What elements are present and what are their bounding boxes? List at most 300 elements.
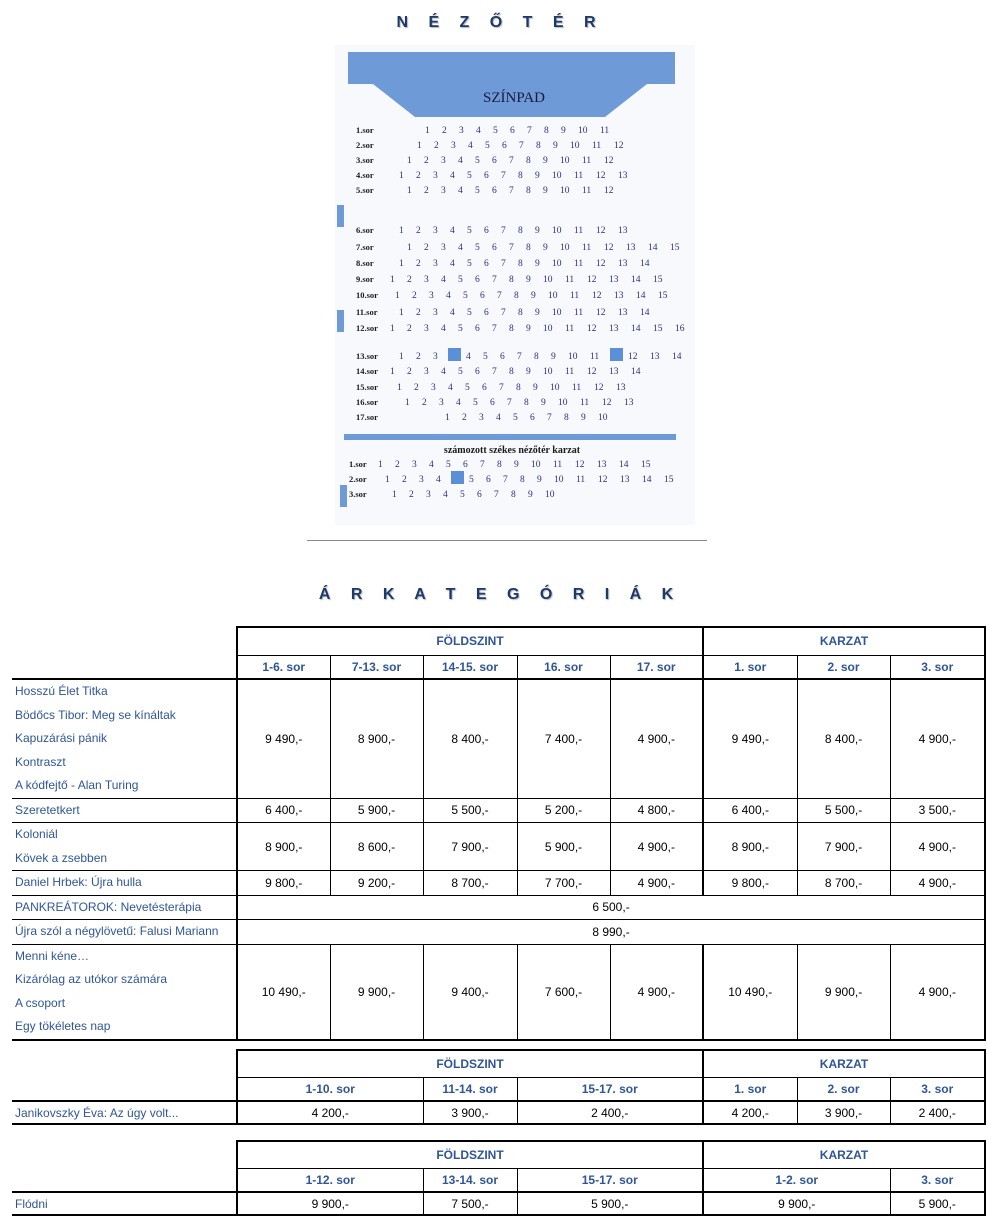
seat-number: 10 <box>548 291 558 301</box>
seat-number: 11 <box>590 352 600 362</box>
seat-number: 14 <box>636 291 646 301</box>
col-header: 1. sor <box>703 655 797 679</box>
row-label: 3.sor <box>356 155 374 165</box>
price-cell: 9 900,- <box>330 944 423 1040</box>
seat-number: 8 <box>509 275 514 285</box>
seat-number: 11 <box>574 259 584 269</box>
seat-number: 1 <box>407 186 412 196</box>
seat-number: 11 <box>565 367 575 377</box>
row-label: 5.sor <box>356 185 374 195</box>
seat-number: 3 <box>433 352 438 362</box>
seat-number: 8 <box>518 226 523 236</box>
col-header: 1-12. sor <box>237 1168 423 1192</box>
side-marker <box>340 485 347 507</box>
seat-number: 4 <box>441 275 446 285</box>
seat-number: 4 <box>450 308 455 318</box>
seat-number: 2 <box>407 275 412 285</box>
balcony-band <box>344 434 676 440</box>
seat-number: 5 <box>467 226 472 236</box>
seat-number: 2 <box>395 460 400 470</box>
seat-number: 9 <box>531 291 536 301</box>
seat-block <box>610 348 623 361</box>
seat-number: 1 <box>399 308 404 318</box>
price-cell: 8 400,- <box>797 679 890 798</box>
seat-number: 3 <box>451 141 456 151</box>
seat-number: 8 <box>520 475 525 485</box>
seat-number: 7 <box>509 243 514 253</box>
seat-number: 6 <box>484 259 489 269</box>
seat-number: 7 <box>507 398 512 408</box>
seat-number: 10 <box>552 308 562 318</box>
seat-number: 15 <box>653 275 663 285</box>
seat-number: 6 <box>486 475 491 485</box>
seat-number: 2 <box>402 475 407 485</box>
show-title: Janikovszky Éva: Az úgy volt... <box>12 1101 237 1124</box>
seat-number: 2 <box>414 383 419 393</box>
seat-number: 13 <box>609 275 619 285</box>
seat-number: 12 <box>604 186 614 196</box>
seat-number: 13 <box>614 291 624 301</box>
seat-number: 13 <box>624 398 634 408</box>
seat-number: 6 <box>463 460 468 470</box>
price-cell: 4 900,- <box>610 944 703 1040</box>
seat-number: 9 <box>535 171 540 181</box>
seat-number: 8 <box>509 367 514 377</box>
price-cell: 3 900,- <box>423 1101 517 1124</box>
price-cell: 9 900,- <box>797 944 890 1040</box>
seating-chart <box>335 45 695 525</box>
seat-number: 1 <box>390 324 395 334</box>
seat-number: 10 <box>552 259 562 269</box>
seat-number: 8 <box>509 324 514 334</box>
show-title: Koloniál <box>15 827 58 841</box>
ground-header: FÖLDSZINT <box>237 1141 703 1168</box>
seat-number: 5 <box>493 126 498 136</box>
seat-number: 12 <box>575 460 585 470</box>
show-title: Flódni <box>12 1192 237 1215</box>
price-cell: 4 900,- <box>610 823 703 871</box>
row-label: 3.sor <box>349 489 367 499</box>
seat-number: 13 <box>618 171 628 181</box>
price-cell: 4 900,- <box>610 679 703 798</box>
show-title-cell <box>12 944 237 1040</box>
seat-number: 6 <box>475 275 480 285</box>
seat-number: 5 <box>460 490 465 500</box>
price-table-flodni <box>12 1140 986 1216</box>
seat-number: 7 <box>501 171 506 181</box>
seat-number: 5 <box>475 156 480 166</box>
seat-number: 15 <box>641 460 651 470</box>
seat-number: 2 <box>422 398 427 408</box>
seat-number: 5 <box>458 275 463 285</box>
seat-number: 8 <box>526 186 531 196</box>
seat-number: 4 <box>448 383 453 393</box>
price-cell: 9 200,- <box>330 871 423 896</box>
seat-number: 10 <box>543 275 553 285</box>
seat-number: 6 <box>484 226 489 236</box>
col-header: 11-14. sor <box>423 1077 517 1101</box>
row-label: 1.sor <box>356 125 374 135</box>
seat-number: 4 <box>443 490 448 500</box>
price-cell: 3 900,- <box>797 1101 890 1124</box>
seat-number: 9 <box>528 490 533 500</box>
row-label: 11.sor <box>356 307 378 317</box>
seat-number: 10 <box>552 226 562 236</box>
show-title: PANKREÁTOROK: Nevetésterápia <box>15 899 202 914</box>
seat-number: 8 <box>564 413 569 423</box>
seat-number: 7 <box>494 490 499 500</box>
seat-number: 1 <box>445 413 450 423</box>
seat-number: 5 <box>463 291 468 301</box>
price-cell: 6 400,- <box>237 798 330 823</box>
flat-price-cell: 6 500,- <box>237 895 985 920</box>
seat-number: 11 <box>582 243 592 253</box>
seat-number: 9 <box>561 126 566 136</box>
seat-number: 15 <box>670 243 680 253</box>
show-title: Kizárólag az utókor számára <box>15 972 168 986</box>
show-title: Bödőcs Tibor: Meg se kínáltak <box>15 707 176 722</box>
seat-number: 3 <box>441 186 446 196</box>
seat-number: 1 <box>390 367 395 377</box>
seat-number: 14 <box>619 460 629 470</box>
seat-number: 11 <box>574 171 584 181</box>
seat-number: 6 <box>492 156 497 166</box>
seat-number: 9 <box>553 141 558 151</box>
price-cell: 8 700,- <box>423 871 517 896</box>
seat-number: 2 <box>442 126 447 136</box>
seat-number: 11 <box>574 226 584 236</box>
price-table-main <box>12 626 986 1041</box>
col-header: 2. sor <box>797 1077 890 1101</box>
seat-number: 4 <box>429 460 434 470</box>
seat-number: 1 <box>399 352 404 362</box>
seat-number: 14 <box>631 275 641 285</box>
seat-number: 3 <box>433 171 438 181</box>
show-title: Kapuzárási pánik <box>15 731 108 745</box>
seat-number: 8 <box>514 291 519 301</box>
seat-number: 1 <box>405 398 410 408</box>
show-title: Kövek a zsebben <box>15 850 108 865</box>
seat-number: 11 <box>580 398 590 408</box>
seat-number: 12 <box>587 324 597 334</box>
show-title-cell <box>12 895 237 920</box>
seat-block <box>448 348 461 361</box>
seat-number: 13 <box>620 475 630 485</box>
seat-number: 13 <box>618 259 628 269</box>
seat-number: 5 <box>475 186 480 196</box>
seat-number: 2 <box>424 156 429 166</box>
show-title-cell <box>12 920 237 945</box>
seat-number: 3 <box>439 398 444 408</box>
seat-number: 12 <box>592 291 602 301</box>
price-cell: 7 400,- <box>517 679 610 798</box>
side-marker <box>337 205 344 227</box>
stage-label: SZÍNPAD <box>483 90 545 106</box>
seat-number: 12 <box>614 141 624 151</box>
price-cell: 4 900,- <box>890 679 985 798</box>
seat-number: 1 <box>425 126 430 136</box>
seat-number: 14 <box>672 352 682 362</box>
seat-number: 3 <box>441 156 446 166</box>
ground-header: FÖLDSZINT <box>237 627 703 655</box>
price-cell: 9 490,- <box>703 679 797 798</box>
seat-number: 9 <box>543 186 548 196</box>
seat-number: 10 <box>570 141 580 151</box>
seat-number: 7 <box>517 352 522 362</box>
seat-number: 7 <box>527 126 532 136</box>
seat-number: 11 <box>572 383 582 393</box>
seat-number: 1 <box>395 291 400 301</box>
seat-number: 1 <box>407 156 412 166</box>
seat-number: 1 <box>399 226 404 236</box>
seat-number: 3 <box>424 324 429 334</box>
price-cell: 9 900,- <box>237 1192 423 1215</box>
seat-number: 13 <box>609 367 619 377</box>
seat-number: 3 <box>424 367 429 377</box>
seat-number: 3 <box>419 475 424 485</box>
seat-number: 10 <box>560 186 570 196</box>
seat-number: 8 <box>516 383 521 393</box>
row-label: 12.sor <box>356 323 378 333</box>
col-header: 16. sor <box>517 655 610 679</box>
price-cell: 9 400,- <box>423 944 517 1040</box>
seat-number: 8 <box>536 141 541 151</box>
seat-number: 4 <box>466 352 471 362</box>
seat-number: 13 <box>650 352 660 362</box>
show-title: A csoport <box>15 995 66 1010</box>
seat-number: 8 <box>526 243 531 253</box>
col-header: 15-17. sor <box>517 1077 703 1101</box>
price-cell: 4 900,- <box>890 871 985 896</box>
divider <box>307 540 707 541</box>
seat-number: 15 <box>664 475 674 485</box>
seat-number: 14 <box>631 367 641 377</box>
price-cell: 5 900,- <box>330 798 423 823</box>
price-cell: 3 500,- <box>890 798 985 823</box>
seat-number: 7 <box>497 291 502 301</box>
balcony-header: KARZAT <box>703 1141 985 1168</box>
price-cell: 5 200,- <box>517 798 610 823</box>
price-cell: 4 900,- <box>610 871 703 896</box>
seat-number: 11 <box>592 141 602 151</box>
row-label: 9.sor <box>356 274 374 284</box>
show-title-cell <box>12 871 237 896</box>
price-cell: 5 500,- <box>797 798 890 823</box>
seat-number: 3 <box>412 460 417 470</box>
seat-number: 5 <box>458 367 463 377</box>
seat-number: 10 <box>578 126 588 136</box>
col-header: 13-14. sor <box>423 1168 517 1192</box>
seat-number: 4 <box>476 126 481 136</box>
seat-number: 9 <box>535 259 540 269</box>
seat-number: 9 <box>514 460 519 470</box>
balcony-header: KARZAT <box>703 627 985 655</box>
row-label: 6.sor <box>356 225 374 235</box>
price-cell: 7 500,- <box>423 1192 517 1215</box>
side-marker <box>337 310 344 332</box>
seat-number: 7 <box>509 156 514 166</box>
price-cell: 10 490,- <box>703 944 797 1040</box>
seat-number: 3 <box>431 383 436 393</box>
seat-number: 3 <box>433 226 438 236</box>
seat-number: 10 <box>560 243 570 253</box>
seat-number: 12 <box>598 475 608 485</box>
seat-number: 10 <box>545 490 555 500</box>
seat-number: 7 <box>492 367 497 377</box>
seat-number: 13 <box>609 324 619 334</box>
seat-number: 6 <box>480 291 485 301</box>
seat-number: 11 <box>582 156 592 166</box>
seat-number: 11 <box>576 475 586 485</box>
col-header: 17. sor <box>610 655 703 679</box>
price-cell: 5 900,- <box>890 1192 985 1215</box>
seat-number: 13 <box>616 383 626 393</box>
seat-number: 12 <box>594 383 604 393</box>
seat-block <box>451 471 464 484</box>
seat-number: 5 <box>465 383 470 393</box>
seat-number: 4 <box>436 475 441 485</box>
seat-number: 2 <box>416 259 421 269</box>
seat-number: 11 <box>553 460 563 470</box>
seat-number: 7 <box>499 383 504 393</box>
seat-number: 2 <box>416 352 421 362</box>
row-label: 15.sor <box>356 382 378 392</box>
seat-number: 9 <box>537 475 542 485</box>
col-header: 1-10. sor <box>237 1077 423 1101</box>
seat-number: 1 <box>407 243 412 253</box>
seat-number: 16 <box>675 324 685 334</box>
seat-number: 4 <box>450 259 455 269</box>
price-cell: 9 800,- <box>703 871 797 896</box>
seat-number: 3 <box>479 413 484 423</box>
seating-chart-svg <box>335 45 695 525</box>
seat-number: 10 <box>550 383 560 393</box>
seat-number: 1 <box>399 171 404 181</box>
show-title: Egy tökéletes nap <box>15 1019 111 1033</box>
show-title-cell <box>12 679 237 798</box>
seat-number: 9 <box>526 275 531 285</box>
price-cell: 7 900,- <box>423 823 517 871</box>
seat-number: 5 <box>475 243 480 253</box>
price-cell: 8 600,- <box>330 823 423 871</box>
price-cell: 8 900,- <box>330 679 423 798</box>
seat-number: 10 <box>568 352 578 362</box>
price-cell: 6 400,- <box>703 798 797 823</box>
seat-number: 10 <box>598 413 608 423</box>
seat-number: 8 <box>534 352 539 362</box>
seat-number: 11 <box>574 308 584 318</box>
seat-number: 4 <box>456 398 461 408</box>
row-label: 13.sor <box>356 351 378 361</box>
price-cell: 7 600,- <box>517 944 610 1040</box>
seat-number: 13 <box>618 226 628 236</box>
seat-number: 2 <box>434 141 439 151</box>
row-label: 7.sor <box>356 242 374 252</box>
row-label: 2.sor <box>356 140 374 150</box>
col-header: 1-2. sor <box>703 1168 890 1192</box>
seat-number: 2 <box>424 186 429 196</box>
seat-number: 1 <box>399 259 404 269</box>
seat-number: 3 <box>429 291 434 301</box>
price-cell: 8 900,- <box>237 823 330 871</box>
show-title: Daniel Hrbek: Újra hulla <box>15 875 142 889</box>
price-cell: 4 900,- <box>890 823 985 871</box>
seat-number: 9 <box>543 243 548 253</box>
seat-number: 1 <box>378 460 383 470</box>
seat-number: 7 <box>509 186 514 196</box>
seat-number: 11 <box>600 126 610 136</box>
seat-number: 7 <box>519 141 524 151</box>
seat-number: 1 <box>385 475 390 485</box>
col-header: 3. sor <box>890 1077 985 1101</box>
seating-heading: N É Z Ő T É R <box>396 14 604 31</box>
seat-number: 1 <box>417 141 422 151</box>
seat-number: 6 <box>492 186 497 196</box>
flat-price-cell: 8 990,- <box>237 920 985 945</box>
seat-number: 4 <box>458 243 463 253</box>
seat-number: 10 <box>531 460 541 470</box>
row-label: 8.sor <box>356 258 374 268</box>
seat-number: 15 <box>653 324 663 334</box>
seat-number: 5 <box>473 398 478 408</box>
seat-number: 6 <box>490 398 495 408</box>
price-cell: 7 900,- <box>797 823 890 871</box>
seat-number: 6 <box>530 413 535 423</box>
seat-number: 12 <box>596 308 606 318</box>
seat-number: 5 <box>513 413 518 423</box>
seat-number: 6 <box>477 490 482 500</box>
price-cell: 4 900,- <box>890 944 985 1040</box>
seat-number: 6 <box>475 324 480 334</box>
seat-number: 4 <box>441 367 446 377</box>
seat-number: 12 <box>596 259 606 269</box>
price-cell: 5 900,- <box>517 1192 703 1215</box>
seat-number: 1 <box>390 275 395 285</box>
seat-number: 5 <box>469 475 474 485</box>
seat-number: 15 <box>658 291 668 301</box>
seat-number: 9 <box>535 308 540 318</box>
seat-number: 1 <box>397 383 402 393</box>
row-label: 16.sor <box>356 397 378 407</box>
show-title-cell <box>12 798 237 823</box>
row-label: 14.sor <box>356 366 378 376</box>
stage-band <box>348 52 675 84</box>
seat-number: 4 <box>441 324 446 334</box>
seat-number: 9 <box>535 226 540 236</box>
seat-number: 8 <box>518 259 523 269</box>
seat-number: 5 <box>446 460 451 470</box>
ground-header: FÖLDSZINT <box>237 1050 703 1077</box>
seat-number: 12 <box>604 156 614 166</box>
row-label: 10.sor <box>356 290 378 300</box>
seat-number: 4 <box>458 156 463 166</box>
seat-number: 8 <box>518 308 523 318</box>
seat-number: 13 <box>618 308 628 318</box>
show-title: Újra szól a négylövetű: Falusi Mariann <box>15 924 219 938</box>
seat-number: 3 <box>459 126 464 136</box>
seat-number: 8 <box>511 490 516 500</box>
seat-number: 5 <box>467 308 472 318</box>
price-cell: 4 800,- <box>610 798 703 823</box>
price-cell: 10 490,- <box>237 944 330 1040</box>
show-title-cell <box>12 823 237 871</box>
seat-number: 12 <box>587 367 597 377</box>
seat-number: 5 <box>485 141 490 151</box>
row-label: 1.sor <box>349 459 367 469</box>
seat-number: 4 <box>450 171 455 181</box>
price-table-janikovszky <box>12 1049 986 1125</box>
show-title: A kódfejtő - Alan Turing <box>15 778 139 792</box>
